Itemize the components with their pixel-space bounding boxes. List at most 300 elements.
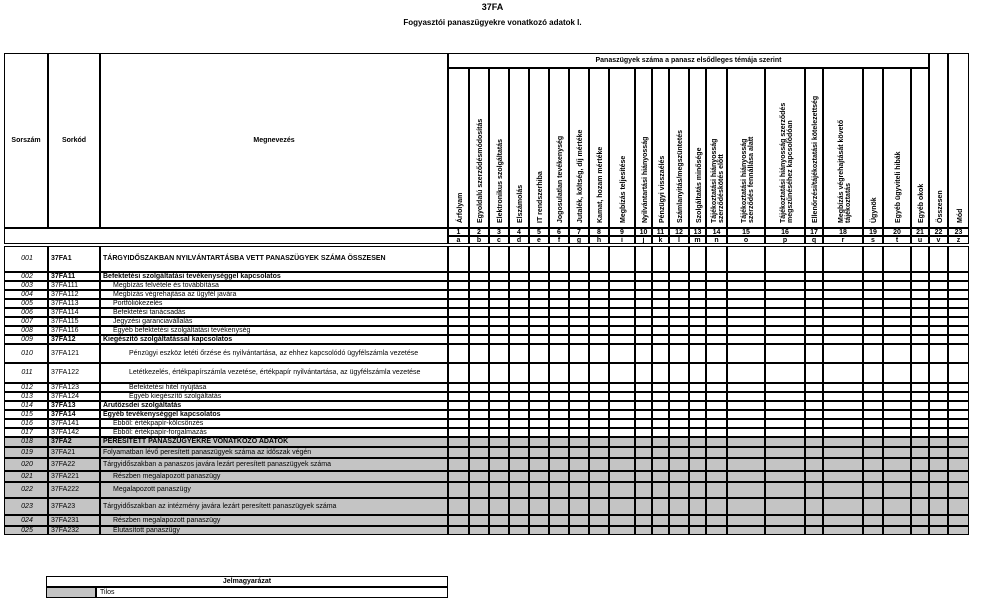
value-cell[interactable] xyxy=(489,326,509,335)
value-cell[interactable] xyxy=(823,428,863,437)
value-cell[interactable] xyxy=(765,363,805,383)
value-cell[interactable] xyxy=(765,246,805,272)
value-cell[interactable] xyxy=(448,335,469,344)
value-cell[interactable] xyxy=(805,383,823,392)
value-cell[interactable] xyxy=(669,290,689,299)
value-cell[interactable] xyxy=(448,281,469,290)
value-cell[interactable] xyxy=(911,363,929,383)
value-cell[interactable] xyxy=(727,290,765,299)
value-cell[interactable] xyxy=(669,317,689,326)
value-cell[interactable] xyxy=(805,272,823,281)
value-cell[interactable] xyxy=(569,363,589,383)
value-cell[interactable] xyxy=(823,383,863,392)
value-cell[interactable] xyxy=(569,317,589,326)
value-cell[interactable] xyxy=(929,299,948,308)
value-cell[interactable] xyxy=(706,344,727,363)
value-cell[interactable] xyxy=(549,246,569,272)
value-cell[interactable] xyxy=(948,308,969,317)
value-cell[interactable] xyxy=(609,419,635,428)
value-cell[interactable] xyxy=(549,383,569,392)
value-cell[interactable] xyxy=(509,308,529,317)
value-cell[interactable] xyxy=(911,344,929,363)
value-cell[interactable] xyxy=(509,344,529,363)
value-cell[interactable] xyxy=(948,428,969,437)
value-cell[interactable] xyxy=(448,383,469,392)
value-cell[interactable] xyxy=(609,246,635,272)
value-cell[interactable] xyxy=(509,246,529,272)
value-cell[interactable] xyxy=(529,344,549,363)
value-cell[interactable] xyxy=(569,344,589,363)
value-cell[interactable] xyxy=(549,428,569,437)
value-cell[interactable] xyxy=(635,344,652,363)
value-cell[interactable] xyxy=(509,383,529,392)
value-cell[interactable] xyxy=(609,383,635,392)
value-cell[interactable] xyxy=(609,272,635,281)
value-cell[interactable] xyxy=(863,246,883,272)
value-cell[interactable] xyxy=(883,299,911,308)
value-cell[interactable] xyxy=(765,344,805,363)
value-cell[interactable] xyxy=(635,281,652,290)
value-cell[interactable] xyxy=(805,344,823,363)
value-cell[interactable] xyxy=(805,428,823,437)
value-cell[interactable] xyxy=(652,410,669,419)
value-cell[interactable] xyxy=(469,410,489,419)
value-cell[interactable] xyxy=(805,308,823,317)
value-cell[interactable] xyxy=(883,428,911,437)
value-cell[interactable] xyxy=(911,299,929,308)
value-cell[interactable] xyxy=(589,383,609,392)
value-cell[interactable] xyxy=(589,281,609,290)
value-cell[interactable] xyxy=(948,410,969,419)
value-cell[interactable] xyxy=(689,419,706,428)
value-cell[interactable] xyxy=(805,410,823,419)
value-cell[interactable] xyxy=(929,308,948,317)
value-cell[interactable] xyxy=(549,392,569,401)
value-cell[interactable] xyxy=(489,272,509,281)
value-cell[interactable] xyxy=(805,299,823,308)
value-cell[interactable] xyxy=(652,392,669,401)
value-cell[interactable] xyxy=(823,246,863,272)
value-cell[interactable] xyxy=(948,419,969,428)
value-cell[interactable] xyxy=(569,290,589,299)
value-cell[interactable] xyxy=(448,344,469,363)
value-cell[interactable] xyxy=(669,281,689,290)
value-cell[interactable] xyxy=(549,299,569,308)
value-cell[interactable] xyxy=(569,419,589,428)
value-cell[interactable] xyxy=(883,363,911,383)
value-cell[interactable] xyxy=(823,392,863,401)
value-cell[interactable] xyxy=(549,290,569,299)
value-cell[interactable] xyxy=(706,272,727,281)
value-cell[interactable] xyxy=(448,419,469,428)
value-cell[interactable] xyxy=(652,272,669,281)
value-cell[interactable] xyxy=(469,272,489,281)
value-cell[interactable] xyxy=(635,326,652,335)
value-cell[interactable] xyxy=(609,363,635,383)
value-cell[interactable] xyxy=(489,246,509,272)
value-cell[interactable] xyxy=(863,410,883,419)
value-cell[interactable] xyxy=(652,428,669,437)
value-cell[interactable] xyxy=(727,317,765,326)
value-cell[interactable] xyxy=(727,401,765,410)
value-cell[interactable] xyxy=(883,326,911,335)
value-cell[interactable] xyxy=(635,392,652,401)
value-cell[interactable] xyxy=(706,363,727,383)
value-cell[interactable] xyxy=(669,344,689,363)
value-cell[interactable] xyxy=(448,410,469,419)
value-cell[interactable] xyxy=(929,335,948,344)
value-cell[interactable] xyxy=(635,317,652,326)
value-cell[interactable] xyxy=(609,392,635,401)
value-cell[interactable] xyxy=(689,317,706,326)
value-cell[interactable] xyxy=(823,290,863,299)
value-cell[interactable] xyxy=(489,410,509,419)
value-cell[interactable] xyxy=(469,246,489,272)
value-cell[interactable] xyxy=(652,326,669,335)
value-cell[interactable] xyxy=(727,344,765,363)
value-cell[interactable] xyxy=(805,317,823,326)
value-cell[interactable] xyxy=(706,410,727,419)
value-cell[interactable] xyxy=(569,246,589,272)
value-cell[interactable] xyxy=(635,383,652,392)
value-cell[interactable] xyxy=(863,290,883,299)
value-cell[interactable] xyxy=(863,335,883,344)
value-cell[interactable] xyxy=(706,281,727,290)
value-cell[interactable] xyxy=(948,392,969,401)
value-cell[interactable] xyxy=(448,317,469,326)
value-cell[interactable] xyxy=(948,363,969,383)
value-cell[interactable] xyxy=(805,419,823,428)
value-cell[interactable] xyxy=(489,335,509,344)
value-cell[interactable] xyxy=(589,272,609,281)
value-cell[interactable] xyxy=(609,401,635,410)
value-cell[interactable] xyxy=(589,419,609,428)
value-cell[interactable] xyxy=(727,392,765,401)
value-cell[interactable] xyxy=(706,317,727,326)
value-cell[interactable] xyxy=(823,344,863,363)
value-cell[interactable] xyxy=(883,272,911,281)
value-cell[interactable] xyxy=(863,272,883,281)
value-cell[interactable] xyxy=(765,299,805,308)
value-cell[interactable] xyxy=(689,410,706,419)
value-cell[interactable] xyxy=(689,299,706,308)
value-cell[interactable] xyxy=(929,290,948,299)
value-cell[interactable] xyxy=(509,401,529,410)
value-cell[interactable] xyxy=(805,363,823,383)
value-cell[interactable] xyxy=(589,401,609,410)
value-cell[interactable] xyxy=(469,290,489,299)
value-cell[interactable] xyxy=(652,281,669,290)
value-cell[interactable] xyxy=(863,363,883,383)
value-cell[interactable] xyxy=(727,326,765,335)
value-cell[interactable] xyxy=(652,419,669,428)
value-cell[interactable] xyxy=(863,344,883,363)
value-cell[interactable] xyxy=(635,308,652,317)
value-cell[interactable] xyxy=(489,401,509,410)
value-cell[interactable] xyxy=(469,383,489,392)
value-cell[interactable] xyxy=(489,392,509,401)
value-cell[interactable] xyxy=(652,383,669,392)
value-cell[interactable] xyxy=(948,246,969,272)
value-cell[interactable] xyxy=(509,326,529,335)
value-cell[interactable] xyxy=(635,401,652,410)
value-cell[interactable] xyxy=(669,272,689,281)
value-cell[interactable] xyxy=(669,308,689,317)
value-cell[interactable] xyxy=(911,272,929,281)
value-cell[interactable] xyxy=(883,308,911,317)
value-cell[interactable] xyxy=(509,272,529,281)
value-cell[interactable] xyxy=(689,392,706,401)
value-cell[interactable] xyxy=(509,392,529,401)
value-cell[interactable] xyxy=(883,410,911,419)
value-cell[interactable] xyxy=(569,299,589,308)
value-cell[interactable] xyxy=(823,401,863,410)
value-cell[interactable] xyxy=(911,428,929,437)
value-cell[interactable] xyxy=(929,419,948,428)
value-cell[interactable] xyxy=(589,363,609,383)
value-cell[interactable] xyxy=(635,299,652,308)
value-cell[interactable] xyxy=(549,308,569,317)
value-cell[interactable] xyxy=(706,392,727,401)
value-cell[interactable] xyxy=(805,290,823,299)
value-cell[interactable] xyxy=(823,308,863,317)
value-cell[interactable] xyxy=(589,344,609,363)
value-cell[interactable] xyxy=(489,308,509,317)
value-cell[interactable] xyxy=(929,317,948,326)
value-cell[interactable] xyxy=(863,401,883,410)
value-cell[interactable] xyxy=(549,410,569,419)
value-cell[interactable] xyxy=(549,317,569,326)
value-cell[interactable] xyxy=(509,419,529,428)
value-cell[interactable] xyxy=(635,428,652,437)
value-cell[interactable] xyxy=(929,281,948,290)
value-cell[interactable] xyxy=(609,344,635,363)
value-cell[interactable] xyxy=(635,410,652,419)
value-cell[interactable] xyxy=(765,335,805,344)
value-cell[interactable] xyxy=(727,363,765,383)
value-cell[interactable] xyxy=(469,281,489,290)
value-cell[interactable] xyxy=(883,246,911,272)
value-cell[interactable] xyxy=(469,363,489,383)
value-cell[interactable] xyxy=(652,299,669,308)
value-cell[interactable] xyxy=(669,363,689,383)
value-cell[interactable] xyxy=(706,246,727,272)
value-cell[interactable] xyxy=(569,281,589,290)
value-cell[interactable] xyxy=(652,317,669,326)
value-cell[interactable] xyxy=(529,246,549,272)
value-cell[interactable] xyxy=(669,419,689,428)
value-cell[interactable] xyxy=(489,281,509,290)
value-cell[interactable] xyxy=(589,410,609,419)
value-cell[interactable] xyxy=(529,299,549,308)
value-cell[interactable] xyxy=(765,308,805,317)
value-cell[interactable] xyxy=(589,428,609,437)
value-cell[interactable] xyxy=(509,410,529,419)
value-cell[interactable] xyxy=(635,246,652,272)
value-cell[interactable] xyxy=(569,401,589,410)
value-cell[interactable] xyxy=(589,308,609,317)
value-cell[interactable] xyxy=(805,392,823,401)
value-cell[interactable] xyxy=(727,419,765,428)
value-cell[interactable] xyxy=(948,317,969,326)
value-cell[interactable] xyxy=(689,335,706,344)
value-cell[interactable] xyxy=(911,335,929,344)
value-cell[interactable] xyxy=(609,317,635,326)
value-cell[interactable] xyxy=(929,401,948,410)
value-cell[interactable] xyxy=(727,246,765,272)
value-cell[interactable] xyxy=(863,299,883,308)
value-cell[interactable] xyxy=(509,299,529,308)
value-cell[interactable] xyxy=(948,281,969,290)
value-cell[interactable] xyxy=(706,335,727,344)
value-cell[interactable] xyxy=(689,272,706,281)
value-cell[interactable] xyxy=(489,344,509,363)
value-cell[interactable] xyxy=(948,299,969,308)
value-cell[interactable] xyxy=(689,308,706,317)
value-cell[interactable] xyxy=(589,392,609,401)
value-cell[interactable] xyxy=(609,299,635,308)
value-cell[interactable] xyxy=(529,335,549,344)
value-cell[interactable] xyxy=(448,428,469,437)
value-cell[interactable] xyxy=(706,290,727,299)
value-cell[interactable] xyxy=(863,326,883,335)
value-cell[interactable] xyxy=(529,308,549,317)
value-cell[interactable] xyxy=(469,344,489,363)
value-cell[interactable] xyxy=(805,401,823,410)
value-cell[interactable] xyxy=(727,335,765,344)
value-cell[interactable] xyxy=(489,383,509,392)
value-cell[interactable] xyxy=(549,326,569,335)
value-cell[interactable] xyxy=(448,272,469,281)
value-cell[interactable] xyxy=(883,344,911,363)
value-cell[interactable] xyxy=(929,246,948,272)
value-cell[interactable] xyxy=(911,308,929,317)
value-cell[interactable] xyxy=(765,419,805,428)
value-cell[interactable] xyxy=(765,392,805,401)
value-cell[interactable] xyxy=(569,392,589,401)
value-cell[interactable] xyxy=(669,299,689,308)
value-cell[interactable] xyxy=(652,335,669,344)
value-cell[interactable] xyxy=(549,363,569,383)
value-cell[interactable] xyxy=(727,272,765,281)
value-cell[interactable] xyxy=(509,317,529,326)
value-cell[interactable] xyxy=(609,308,635,317)
value-cell[interactable] xyxy=(805,326,823,335)
value-cell[interactable] xyxy=(448,308,469,317)
value-cell[interactable] xyxy=(911,317,929,326)
value-cell[interactable] xyxy=(765,290,805,299)
value-cell[interactable] xyxy=(448,326,469,335)
value-cell[interactable] xyxy=(823,299,863,308)
value-cell[interactable] xyxy=(863,317,883,326)
value-cell[interactable] xyxy=(805,246,823,272)
value-cell[interactable] xyxy=(489,290,509,299)
value-cell[interactable] xyxy=(689,290,706,299)
value-cell[interactable] xyxy=(948,344,969,363)
value-cell[interactable] xyxy=(549,419,569,428)
value-cell[interactable] xyxy=(529,419,549,428)
value-cell[interactable] xyxy=(823,317,863,326)
value-cell[interactable] xyxy=(823,335,863,344)
value-cell[interactable] xyxy=(883,383,911,392)
value-cell[interactable] xyxy=(469,419,489,428)
value-cell[interactable] xyxy=(883,281,911,290)
value-cell[interactable] xyxy=(911,383,929,392)
value-cell[interactable] xyxy=(569,326,589,335)
value-cell[interactable] xyxy=(727,383,765,392)
value-cell[interactable] xyxy=(863,308,883,317)
value-cell[interactable] xyxy=(635,419,652,428)
value-cell[interactable] xyxy=(689,428,706,437)
value-cell[interactable] xyxy=(652,246,669,272)
value-cell[interactable] xyxy=(652,290,669,299)
value-cell[interactable] xyxy=(823,410,863,419)
value-cell[interactable] xyxy=(489,317,509,326)
value-cell[interactable] xyxy=(669,410,689,419)
value-cell[interactable] xyxy=(706,419,727,428)
value-cell[interactable] xyxy=(569,272,589,281)
value-cell[interactable] xyxy=(706,299,727,308)
value-cell[interactable] xyxy=(635,335,652,344)
value-cell[interactable] xyxy=(911,281,929,290)
value-cell[interactable] xyxy=(883,317,911,326)
value-cell[interactable] xyxy=(529,401,549,410)
value-cell[interactable] xyxy=(609,428,635,437)
value-cell[interactable] xyxy=(706,401,727,410)
value-cell[interactable] xyxy=(529,317,549,326)
value-cell[interactable] xyxy=(911,246,929,272)
value-cell[interactable] xyxy=(469,392,489,401)
value-cell[interactable] xyxy=(823,326,863,335)
value-cell[interactable] xyxy=(689,344,706,363)
value-cell[interactable] xyxy=(589,317,609,326)
value-cell[interactable] xyxy=(609,410,635,419)
value-cell[interactable] xyxy=(609,335,635,344)
value-cell[interactable] xyxy=(509,428,529,437)
value-cell[interactable] xyxy=(529,290,549,299)
value-cell[interactable] xyxy=(569,308,589,317)
value-cell[interactable] xyxy=(689,401,706,410)
value-cell[interactable] xyxy=(883,401,911,410)
value-cell[interactable] xyxy=(727,299,765,308)
value-cell[interactable] xyxy=(929,392,948,401)
value-cell[interactable] xyxy=(509,281,529,290)
value-cell[interactable] xyxy=(689,326,706,335)
value-cell[interactable] xyxy=(948,290,969,299)
value-cell[interactable] xyxy=(469,308,489,317)
value-cell[interactable] xyxy=(529,410,549,419)
value-cell[interactable] xyxy=(883,290,911,299)
value-cell[interactable] xyxy=(569,383,589,392)
value-cell[interactable] xyxy=(727,410,765,419)
value-cell[interactable] xyxy=(635,290,652,299)
value-cell[interactable] xyxy=(549,335,569,344)
value-cell[interactable] xyxy=(689,281,706,290)
value-cell[interactable] xyxy=(549,281,569,290)
value-cell[interactable] xyxy=(805,335,823,344)
value-cell[interactable] xyxy=(883,392,911,401)
value-cell[interactable] xyxy=(529,392,549,401)
value-cell[interactable] xyxy=(609,290,635,299)
value-cell[interactable] xyxy=(689,246,706,272)
value-cell[interactable] xyxy=(727,428,765,437)
value-cell[interactable] xyxy=(911,290,929,299)
value-cell[interactable] xyxy=(469,299,489,308)
value-cell[interactable] xyxy=(911,410,929,419)
value-cell[interactable] xyxy=(448,363,469,383)
value-cell[interactable] xyxy=(448,246,469,272)
value-cell[interactable] xyxy=(948,335,969,344)
